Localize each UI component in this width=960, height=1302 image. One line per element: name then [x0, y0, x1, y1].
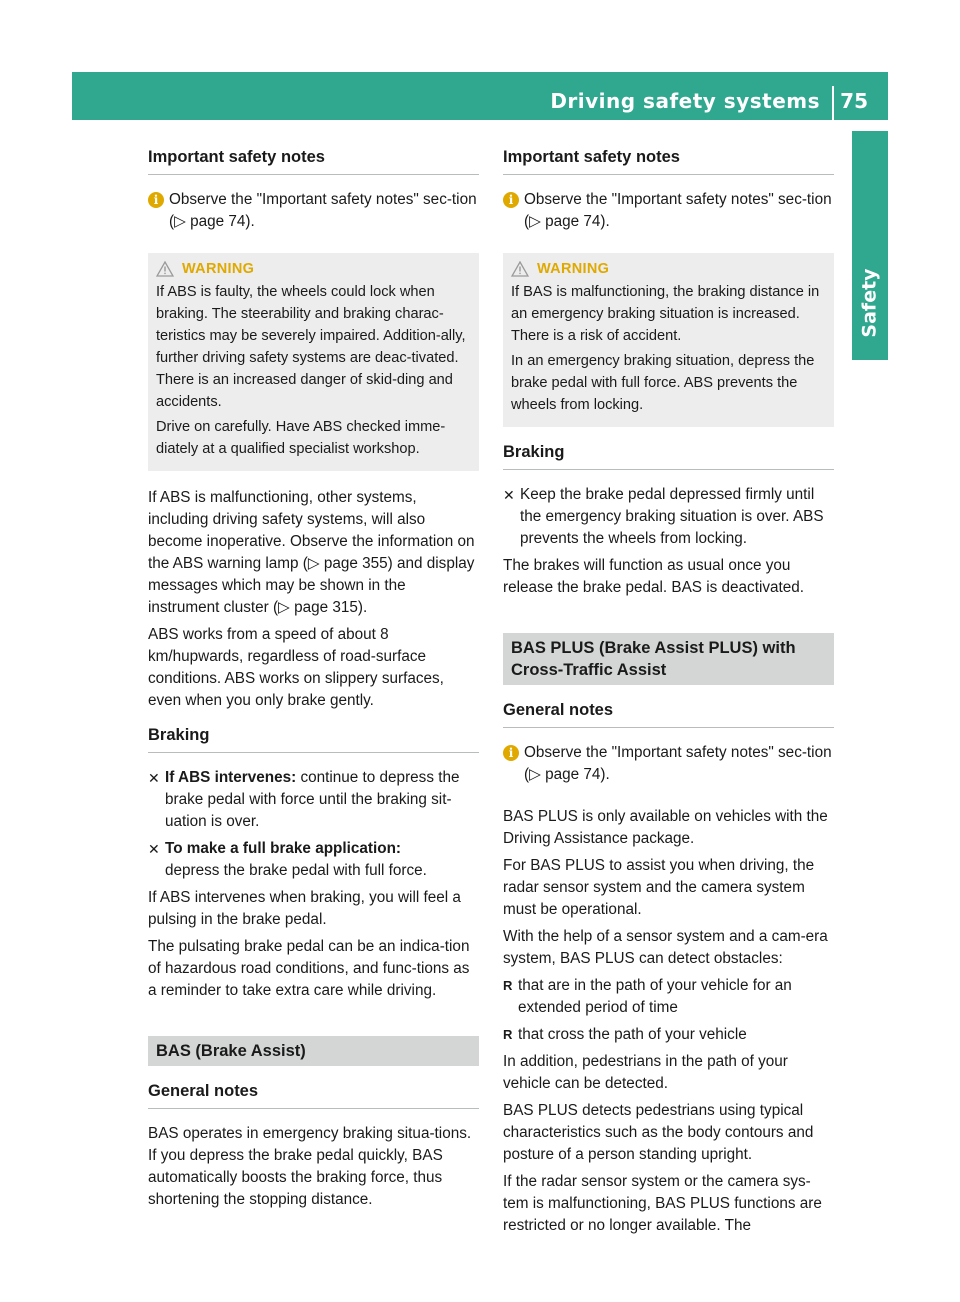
section-heading: Braking [148, 726, 479, 753]
step-text: depress the brake pedal with full force. [165, 862, 427, 879]
section-heading: Important safety notes [503, 148, 834, 175]
info-text: Observe the "Important safety notes" sec-tion (▷ page 74). [524, 744, 832, 783]
body-paragraph: BAS PLUS detects pedestrians using typical characteristics such as the body contours and posture of a person standing upright. [503, 1102, 814, 1163]
bullet-text: that are in the path of your vehicle for an extended period of time [518, 977, 792, 1016]
body-paragraph: BAS PLUS is only available on vehicles with the Driving Assistance package. [503, 808, 828, 847]
body-paragraph: ABS works from a speed of about 8 km/hupwards, regardless of road-surface conditions. ABS works on slippery surfaces, even when you only brake gently. [148, 626, 444, 709]
left-column [148, 148, 479, 1216]
body-paragraph: If the radar sensor system or the camera sys-tem is malfunctioning, BAS PLUS functions are restricted or no longer available. The [503, 1173, 822, 1234]
warning-text: If BAS is malfunctioning, the braking distance in an emergency braking situation is increased. There is a risk of accident. [511, 284, 820, 344]
step-item [503, 484, 834, 550]
side-tab-label: Safety [859, 268, 882, 338]
section-heading: General notes [148, 1082, 479, 1109]
info-note [503, 742, 834, 786]
step-item [148, 767, 479, 833]
chapter-title: Driving safety systems [550, 89, 820, 113]
step-arrow-icon: ✕ [503, 487, 515, 503]
info-text: Observe the "Important safety notes" sec-tion (▷ page 74). [169, 191, 477, 230]
side-tab [852, 131, 888, 360]
body-paragraph: If ABS intervenes when braking, you will feel a pulsing in the brake pedal. [148, 889, 461, 928]
step-lead: If ABS intervenes: [165, 769, 297, 786]
section-heading: Important safety notes [148, 148, 479, 175]
page-number: 75 [840, 89, 868, 113]
step-arrow-icon: ✕ [148, 770, 160, 786]
bullet-item [503, 1024, 834, 1046]
header-divider [832, 86, 834, 120]
step-item [148, 838, 479, 882]
body-paragraph: The pulsating brake pedal can be an indica-tion of hazardous road conditions, and func-tions as a reminder to take extra care while driving. [148, 938, 470, 999]
body-paragraph: In addition, pedestrians in the path of your vehicle can be detected. [503, 1053, 788, 1092]
info-note [148, 189, 479, 233]
step-arrow-icon: ✕ [148, 841, 160, 857]
body-paragraph: If ABS is malfunctioning, other systems, including driving safety systems, will also become inoperative. Observe the information on the ABS warning lamp (▷ page 355) and display messages which may be shown in the instrument cluster (▷ page 315). [148, 489, 475, 616]
section-heading: General notes [503, 701, 834, 728]
step-lead: To make a full brake application: [165, 840, 402, 857]
warning-title: WARNING [537, 261, 610, 277]
info-icon: i [503, 192, 519, 208]
body-paragraph: The brakes will function as usual once you release the brake pedal. BAS is deactivated. [503, 557, 805, 596]
bullet-text: that cross the path of your vehicle [518, 1026, 747, 1043]
step-text: continue to depress the brake pedal with force until the braking sit-uation is over. [165, 769, 460, 830]
chapter-band: BAS (Brake Assist) [148, 1036, 479, 1066]
info-note [503, 189, 834, 233]
info-icon: i [503, 745, 519, 761]
warning-triangle-icon [156, 261, 174, 277]
bullet-icon: R [503, 1027, 513, 1042]
bullet-item [503, 975, 834, 1019]
body-paragraph: For BAS PLUS to assist you when driving, the radar sensor system and the camera system must be operational. [503, 857, 815, 918]
chapter-band: BAS PLUS (Brake Assist PLUS) with Cross-Traffic Assist [503, 633, 834, 685]
warning-title: WARNING [182, 261, 255, 277]
section-heading: Braking [503, 443, 834, 470]
bullet-icon: R [503, 978, 513, 993]
right-column [503, 148, 834, 1242]
page-header [72, 72, 888, 120]
warning-box [503, 253, 834, 427]
info-text: Observe the "Important safety notes" sec-tion (▷ page 74). [524, 191, 832, 230]
step-text: Keep the brake pedal depressed firmly until the emergency braking situation is over. ABS prevents the wheels from locking. [520, 486, 824, 547]
warning-text: In an emergency braking situation, depress the brake pedal with full force. ABS prevents the wheels from locking. [511, 353, 815, 413]
warning-box [148, 253, 479, 471]
warning-text: If ABS is faulty, the wheels could lock when braking. The steerability and braking charac-teristics may be severely impaired. Addition-ally, further driving safety systems are deac-tivated. There is an increased danger of skid-ding and accidents. [156, 284, 466, 410]
body-paragraph: BAS operates in emergency braking situa-tions. If you depress the brake pedal quickly, BAS automatically boosts the braking force, thus shortening the stopping distance. [148, 1125, 472, 1208]
info-icon: i [148, 192, 164, 208]
warning-triangle-icon [511, 261, 529, 277]
body-paragraph: With the help of a sensor system and a cam-era system, BAS PLUS can detect obstacles: [503, 928, 828, 967]
warning-text: Drive on carefully. Have ABS checked imme-diately at a qualified specialist workshop. [156, 419, 446, 457]
